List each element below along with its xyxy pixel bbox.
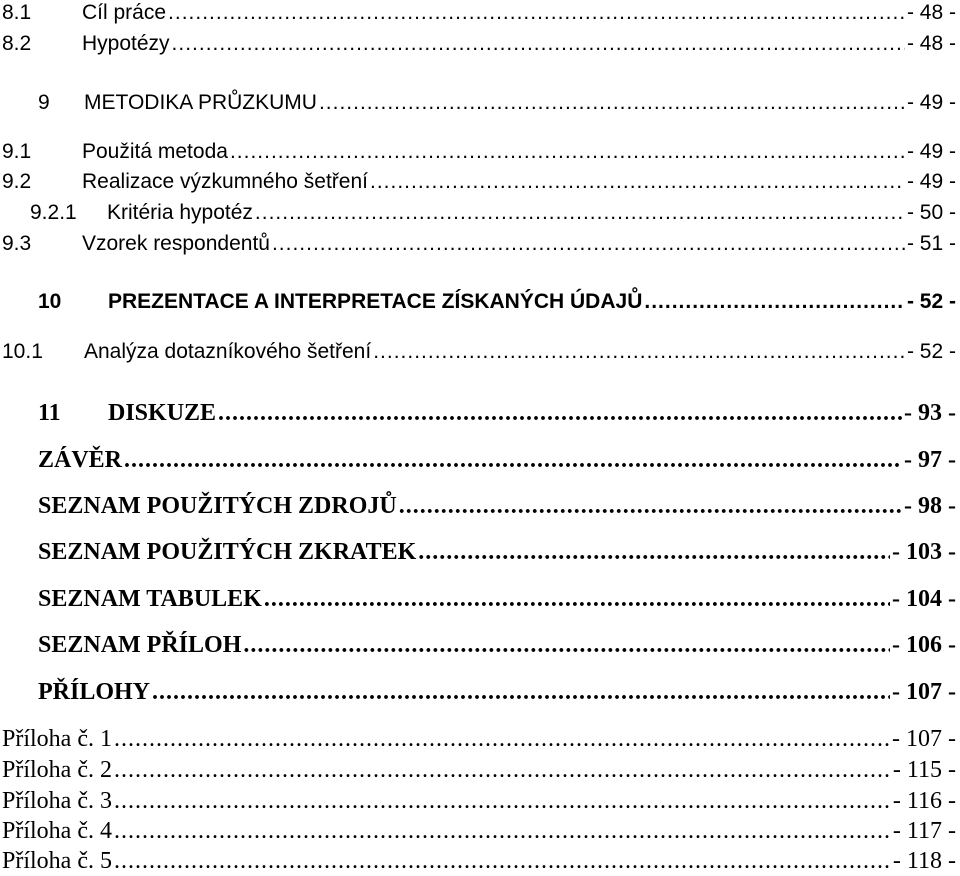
- toc-entry-page: - 104 -: [892, 586, 956, 612]
- toc-entry-page: - 107 -: [892, 679, 956, 705]
- toc-dot-leader: [319, 88, 905, 118]
- toc-entry-number: 8.1: [2, 1, 32, 24]
- toc-entry-page: - 48 -: [906, 1, 956, 24]
- toc-entry-page: - 116 -: [892, 788, 956, 814]
- toc-entry-title: Příloha č. 1: [2, 726, 112, 752]
- toc-entry-page: - 118 -: [892, 848, 956, 874]
- toc-entry-number: 10.1: [2, 340, 43, 363]
- toc-entry-page: - 97 -: [904, 447, 956, 473]
- toc-entry-page: - 52 -: [906, 340, 956, 363]
- toc-entry-priloha-2[interactable]: [2, 755, 956, 785]
- toc-entry-number: 10: [38, 290, 62, 313]
- toc-dot-leader: [418, 537, 890, 567]
- toc-dot-leader: [114, 755, 891, 785]
- toc-entry-title: Hypotézy: [82, 32, 170, 55]
- toc-entry-page: - 117 -: [892, 818, 956, 844]
- toc-entry-page: - 98 -: [904, 493, 956, 519]
- toc-dot-leader: [370, 167, 905, 197]
- toc-entry-9-3[interactable]: [2, 229, 956, 259]
- toc-dot-leader: [114, 786, 891, 816]
- toc-entry-page: - 49 -: [906, 140, 956, 163]
- toc-dot-leader: [114, 846, 891, 876]
- toc-entry-9-1[interactable]: [2, 137, 956, 167]
- toc-dot-leader: [644, 287, 905, 317]
- toc-dot-leader: [264, 584, 890, 614]
- toc-entry-number: 9.2.1: [30, 201, 77, 224]
- toc-entry-title: Kritéria hypotéz: [107, 201, 253, 224]
- toc-entry-page: - 50 -: [906, 201, 956, 224]
- toc-dot-leader: [114, 816, 891, 846]
- toc-entry-number: 8.2: [2, 32, 32, 55]
- toc-entry-9-2[interactable]: [2, 167, 956, 197]
- toc-entry-title: SEZNAM POUŽITÝCH ZDROJŮ: [38, 493, 397, 519]
- toc-dot-leader: [255, 198, 905, 228]
- toc-entry-page: - 52 -: [906, 290, 956, 313]
- toc-entry-priloha-1[interactable]: [2, 724, 956, 754]
- toc-dot-leader: [152, 677, 890, 707]
- toc-entry-title: DISKUZE: [108, 400, 217, 426]
- toc-entry-number: 9.2: [2, 170, 32, 193]
- toc-entry-title: PŘÍLOHY: [38, 679, 151, 705]
- toc-dot-leader: [114, 724, 890, 754]
- toc-entry-11[interactable]: [38, 398, 956, 428]
- toc-entry-title: Cíl práce: [82, 1, 167, 24]
- toc-entry-page: - 49 -: [906, 170, 956, 193]
- toc-dot-leader: [272, 229, 905, 259]
- toc-entry-title: SEZNAM POUŽITÝCH ZKRATEK: [38, 539, 417, 565]
- toc-entry-title: Příloha č. 5: [2, 848, 112, 874]
- toc-entry-title: Analýza dotazníkového šetření: [84, 340, 372, 363]
- toc-entry-9-2-1[interactable]: [30, 198, 956, 228]
- toc-entry-10-1[interactable]: [2, 337, 956, 367]
- toc-entry-title: SEZNAM TABULEK: [38, 586, 262, 612]
- toc-entry-title: METODIKA PRŮZKUMU: [84, 91, 317, 114]
- toc-entry-seznam-zkratek[interactable]: [38, 537, 956, 567]
- toc-entry-title: ZÁVĚR: [38, 447, 123, 473]
- toc-entry-page: - 49 -: [906, 91, 956, 114]
- toc-entry-8-1[interactable]: [2, 0, 956, 28]
- toc-entry-number: 9.3: [2, 232, 32, 255]
- toc-dot-leader: [172, 29, 905, 59]
- toc-dot-leader: [124, 445, 902, 475]
- toc-entry-zaver[interactable]: [38, 445, 956, 475]
- toc-entry-priloha-5[interactable]: [2, 846, 956, 876]
- toc-entry-page: - 115 -: [892, 757, 956, 783]
- toc-entry-priloha-4[interactable]: [2, 816, 956, 846]
- toc-entry-seznam-zdroju[interactable]: [38, 491, 956, 521]
- toc-entry-10[interactable]: [38, 287, 956, 317]
- toc-entry-title: Příloha č. 2: [2, 757, 112, 783]
- toc-entry-seznam-priloh[interactable]: [38, 630, 956, 660]
- toc-entry-9[interactable]: [38, 88, 956, 118]
- toc-entry-page: - 106 -: [892, 632, 956, 658]
- toc-entry-page: - 107 -: [892, 726, 956, 752]
- toc-entry-8-2[interactable]: [2, 29, 956, 59]
- toc-entry-title: Vzorek respondentů: [82, 232, 270, 255]
- toc-entry-title: SEZNAM PŘÍLOH: [38, 632, 242, 658]
- toc-entry-number: 11: [38, 400, 61, 426]
- toc-entry-title: Použitá metoda: [82, 140, 228, 163]
- toc-entry-title: PREZENTACE A INTERPRETACE ZÍSKANÝCH ÚDAJŮ: [108, 290, 643, 313]
- toc-entry-priloha-3[interactable]: [2, 786, 956, 816]
- toc-dot-leader: [243, 630, 890, 660]
- toc-entry-page: - 93 -: [904, 400, 956, 426]
- toc-entry-number: 9: [38, 91, 50, 114]
- toc-entry-seznam-tabulek[interactable]: [38, 584, 956, 614]
- toc-entry-prilohy[interactable]: [38, 677, 956, 707]
- toc-entry-title: Realizace výzkumného šetření: [82, 170, 368, 193]
- toc-entry-title: Příloha č. 4: [2, 818, 112, 844]
- toc-entry-page: - 51 -: [906, 232, 956, 255]
- toc-dot-leader: [399, 491, 902, 521]
- toc-entry-page: - 103 -: [892, 539, 956, 565]
- toc-entry-title: Příloha č. 3: [2, 788, 112, 814]
- toc-dot-leader: [230, 137, 905, 167]
- toc-entry-number: 9.1: [2, 140, 32, 163]
- toc-dot-leader: [373, 337, 905, 367]
- toc-dot-leader: [168, 0, 905, 28]
- toc-entry-page: - 48 -: [906, 32, 956, 55]
- toc-dot-leader: [218, 398, 902, 428]
